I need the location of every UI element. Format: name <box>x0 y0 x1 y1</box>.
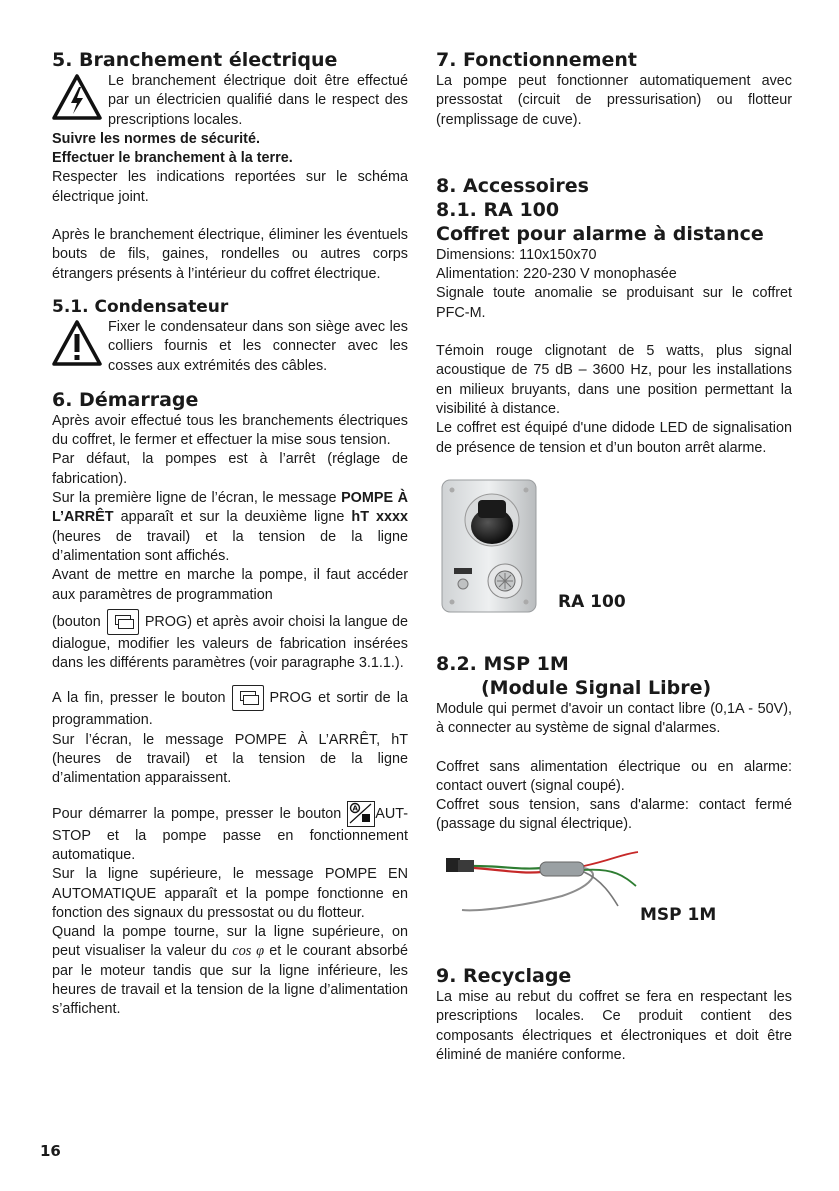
section-7-title: 7. Fonctionnement <box>436 49 637 71</box>
msp1m-paragraph-3: Coffret sous tension, sans d'alarme: contact fermé (passage du signal électrique). <box>436 797 792 833</box>
msp1m-photo-label: MSP 1M <box>640 905 717 925</box>
section-8-1-subtitle: Coffret pour alarme à distance <box>436 222 764 245</box>
ra100-dimensions: Dimensions: 110x150x70 <box>436 246 597 263</box>
section-6-paragraph-1: Après avoir effectué tous les branchements électriques du coffret, le fermer et effectuer la mise sous tension. <box>52 412 408 449</box>
prog-key-icon-2 <box>232 685 264 711</box>
ra100-paragraph-3: Le coffret est équipé d'une didode LED de signalisation de présence de tension et d’un bouton arrêt alarme. <box>436 420 792 456</box>
section-8-1-title: 8.1. RA 100 <box>436 198 560 221</box>
section-6-paragraph-5: (bouton PROG) et après avoir choisi la langue de dialogue, modifier les valeurs de fabrication insérées dans les différents paramètres (voir paragraphe 3.1.1.). <box>52 609 408 674</box>
earthing-text: Effectuer le branchement à la terre. <box>52 150 293 167</box>
capacitor-warning <box>52 318 408 376</box>
section-5-paragraph-1: Respecter les indications reportées sur le schéma électrique joint. <box>52 169 408 205</box>
electric-hazard-icon <box>52 74 102 120</box>
section-6-paragraph-8: Pour démarrer la pompe, presser le bouton A AUT-STOP et la pompe passe en fonctionnement automatique. <box>52 801 408 866</box>
capacitor-warning-text: Fixer le condensateur dans son siège avec les colliers fournis et les connecter avec les cosses aux extrémités des câbles. <box>108 318 408 374</box>
msp1m-paragraph-2: Coffret sans alimentation électrique ou en alarme: contact ouvert (signal coupé). <box>436 758 792 794</box>
section-8-2 <box>436 652 792 835</box>
msp1m-photo <box>442 846 642 916</box>
section-9-paragraph: La mise au rebut du coffret se fera en respectant les prescriptions locales. Ce produit contient des composants électriques et électroniques et doit être éliminé de maniére conforme. <box>436 989 792 1063</box>
section-8-2-subtitle: (Module Signal Libre) <box>481 677 712 699</box>
page-number: 16 <box>40 1142 61 1160</box>
section-9-title: 9. Recyclage <box>436 965 572 987</box>
msp1m-paragraph-1: Module qui permet d'avoir un contact libre (0,1A - 50V), à connecter au système de signal d'alarmes. <box>436 701 792 737</box>
ra100-photo-label: RA 100 <box>558 592 626 612</box>
ra100-paragraph-2: Témoin rouge clignotant de 5 watts, plus signal acoustique de 75 dB – 3600 Hz, pour les installations en milieux bruyants, dans une position permettant la visibilité à distance. <box>436 343 792 417</box>
section-6-paragraph-9: Sur la ligne supérieure, le message POMPE EN AUTOMATIQUE apparaît et la pompe fonctionne en fonction des signaux du pressostat ou du flotteur. <box>52 866 408 921</box>
electrical-warning <box>52 72 408 130</box>
right-column <box>436 48 792 458</box>
section-6-paragraph-6: A la fin, presser le bouton PROG et sortir de la programmation. <box>52 685 408 730</box>
prog-key-icon <box>107 609 139 635</box>
section-6-title: 6. Démarrage <box>52 388 199 411</box>
warning-icon <box>52 320 102 366</box>
electrical-warning-text: Le branchement électrique doit être effectué par un électricien qualifié dans le respect des prescriptions locales. <box>108 73 408 128</box>
ra100-signal: Signale toute anomalie se produisant sur le coffret PFC-M. <box>436 285 792 321</box>
section-6-paragraph-4: Avant de mettre en marche la pompe, il faut accéder aux paramètres de programmation <box>52 567 408 603</box>
section-8-2-title: 8.2. MSP 1M <box>436 653 569 675</box>
section-6-paragraph-7: Sur l’écran, le message POMPE À L’ARRÊT, hT (heures de travail) et la tension de la ligne d’alimentation apparaissent. <box>52 731 408 787</box>
section-5-1-title: 5.1. Condensateur <box>52 296 229 317</box>
section-7-paragraph: La pompe peut fonctionner automatiquement avec pressostat (circuit de pressurisation) ou flotteur (remplissage de cuve). <box>436 73 792 128</box>
left-column <box>52 48 408 1020</box>
safety-norms-text: Suivre les normes de sécurité. <box>52 130 260 147</box>
svg-text:A: A <box>352 804 359 813</box>
aut-stop-key-icon <box>347 801 375 827</box>
ra100-power: Alimentation: 220-230 V monophasée <box>436 266 677 283</box>
section-6-paragraph-10: Quand la pompe tourne, sur la ligne supérieure, on peut visualiser la valeur du cos φ et le courant absorbé par le moteur tandis que sur la ligne inférieure, les heures de travail et la tension de la ligne d’alimentation s’affichent. <box>52 924 409 1018</box>
section-5-paragraph-2: Après le branchement électrique, éliminer les éventuels bouts de fils, gaines, rondelles ou autres corps étrangers présents à l’intérieur du coffret électrique. <box>52 227 408 282</box>
ra100-photo <box>440 478 538 614</box>
section-9 <box>436 964 792 1065</box>
section-6-paragraph-3: Sur la première ligne de l’écran, le message POMPE À L’ARRÊT apparaît et sur la deuxième ligne hT xxxx (heures de travail) et la tension de la ligne d’alimentation sont affichés. <box>52 490 409 564</box>
section-5-title: 5. Branchement électrique <box>52 49 338 71</box>
section-6-paragraph-2: Par défaut, la pompes est à l’arrêt (réglage de fabrication). <box>52 451 408 487</box>
section-8-title: 8. Accessoires <box>436 174 589 197</box>
